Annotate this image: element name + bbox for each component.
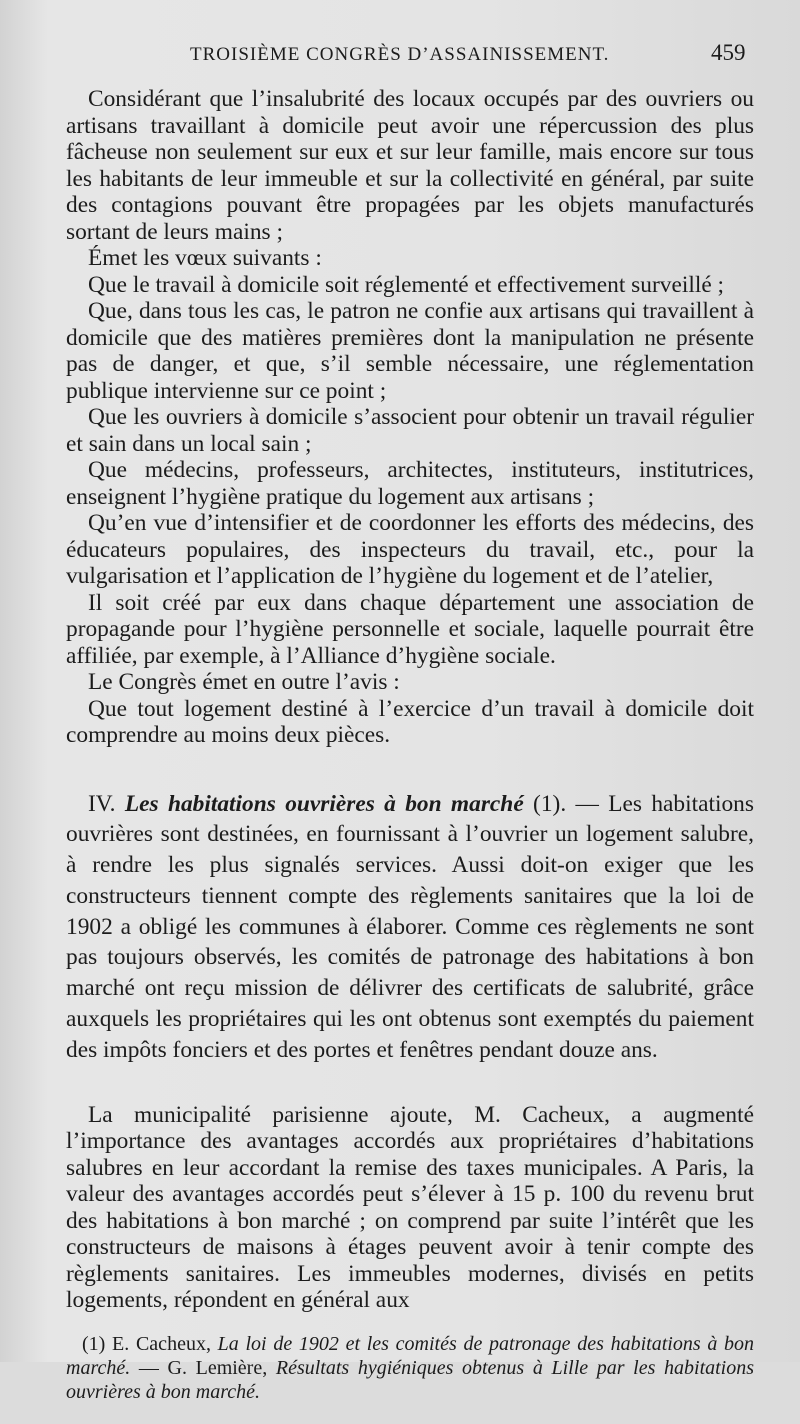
paragraph-voeu-2: Que, dans tous les cas, le patron ne confie aux artisans qui travaillent à domicile que des matières premières dont la manipulation ne présente pas de danger, et que, s’il semble nécessaire, une réglementation publique intervienne sur ce point ; (66, 298, 754, 404)
section-iv (66, 789, 754, 1066)
footnote-work-1: La loi de 1902 et les comités de patronage des habitations à bon marché. (66, 1332, 755, 1379)
paragraph-emet: Émet les vœux suivants : (88, 245, 322, 271)
footnote-reference: (1). (533, 790, 567, 817)
paragraph-considerant: Considérant que l’insalubrité des locaux occupés par des ouvriers ou artisans travaillant à domicile peut avoir une répercussion des plus fâcheuse non seulement sur eux et sur leur famille, mais encore sur tous les habitants de leur immeuble et sur la collectivité en général, par suite des contagions pouvant être propagées par les objets manufacturés sortant de leurs mains ; (66, 86, 754, 245)
paragraph-voeu-3: Que les ouvriers à domicile s’associent pour obtenir un travail régulier et sain dans un local sain ; (66, 404, 754, 457)
footnote-work-2: Résultats hygiéniques obtenus à Lille par les habitations ouvrières à bon marché. (66, 1356, 755, 1403)
page-number: 459 (711, 40, 746, 65)
page-header (0, 40, 800, 80)
footnote-marker: (1) (82, 1332, 106, 1355)
paragraph-voeu-1: Que le travail à domicile soit réglementé et effectivement surveillé ; (88, 271, 725, 298)
paragraph-avis: Le Congrès émet en outre l’avis : (88, 669, 400, 695)
footnote (66, 1332, 754, 1404)
paragraph-voeu-6: Il soit créé par eux dans chaque département une association de propagande pour l’hygiène personnelle et sociale, laquelle pourrait être affiliée, par exemple, à l’Alliance d’hygiène sociale. (66, 589, 754, 669)
paragraph-voeu-4: Que médecins, professeurs, architectes, instituteurs, institutrices, enseignent l’hygiène pratique du logement aux artisans ; (66, 457, 754, 510)
footnote-author-1: E. Cacheux, (112, 1332, 211, 1355)
paragraph-avis-text: Que tout logement destiné à l’exercice d’un travail à domicile doit comprendre au moins deux pièces. (66, 695, 754, 748)
section-title: Les habitations ouvrières à bon marché (124, 790, 524, 817)
paragraph-voeu-5: Qu’en vue d’intensifier et de coordonner les efforts des médecins, des éducateurs populaires, des inspecteurs du travail, etc., pour la vulgarisation et l’application de l’hygiène du logement et de l’atelier, (66, 510, 754, 589)
section-text: — Les habitations ouvrières sont destinées, en fournissant à l’ouvrier un logement salubre, à rendre les plus signalés services. Aussi doit-on exiger que les constructeurs tiennent compte des règlements sanitaires que la loi de 1902 a obligé les communes à élaborer. Comme ces règlements ne sont pas toujours observés, les comités de patronage des habitations à bon marché ont reçu mission de délivrer des certificats de salubrité, grâce auxquels les propriétaires qui les ont obtenus sont exemptés du paiement des impôts fonciers et des portes et fenêtres pendant douze ans. (66, 790, 754, 1063)
page-body (66, 86, 754, 1424)
footnote-author-2: G. Lemière, (167, 1356, 268, 1379)
section-number: IV. (88, 790, 116, 817)
footnote-separator: — (138, 1356, 159, 1379)
running-title: TROISIÈME CONGRÈS D’ASSAINISSEMENT. (190, 44, 610, 65)
paragraph-municipalite: La municipalité parisienne ajoute, M. Cacheux, a augmenté l’importance des avantages accordés aux propriétaires d’habitations salubres en leur accordant la remise des taxes municipales. A Paris, la valeur des avantages accordés peut s’élever à 15 p. 100 du revenu brut des habitations à bon marché ; on comprend par suite l’intérêt que les constructeurs de maisons à étages peuvent avoir à tenir compte des règlements sanitaires. Les immeubles modernes, divisés en petits logements, répondent en général aux (66, 1101, 754, 1314)
